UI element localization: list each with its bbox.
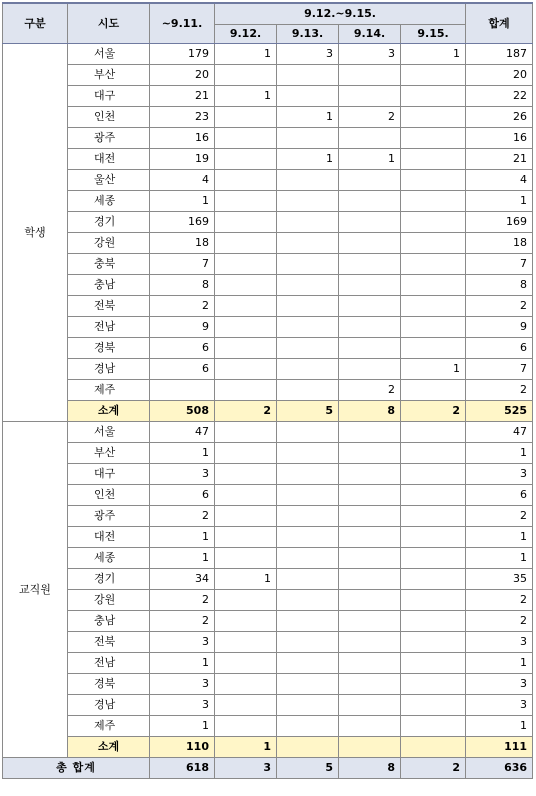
value-cell: [401, 443, 466, 464]
value-cell: 6: [466, 338, 533, 359]
value-cell: 169: [466, 212, 533, 233]
value-cell: [339, 170, 401, 191]
value-cell: [215, 527, 277, 548]
value-cell: 1: [150, 527, 215, 548]
value-cell: [215, 149, 277, 170]
value-cell: 20: [466, 65, 533, 86]
value-cell: [339, 422, 401, 443]
value-cell: [215, 674, 277, 695]
value-cell: [277, 317, 339, 338]
value-cell: [215, 128, 277, 149]
value-cell: 6: [466, 485, 533, 506]
value-cell: 20: [150, 65, 215, 86]
value-cell: [339, 296, 401, 317]
subtotal-value: [277, 737, 339, 758]
value-cell: [277, 275, 339, 296]
table-row: [3, 611, 533, 632]
value-cell: [277, 716, 339, 737]
value-cell: [150, 380, 215, 401]
table-row: [3, 149, 533, 170]
value-cell: 3: [150, 695, 215, 716]
value-cell: [277, 233, 339, 254]
region-cell: 전북: [68, 296, 150, 317]
value-cell: 1: [215, 569, 277, 590]
value-cell: [215, 716, 277, 737]
value-cell: [401, 317, 466, 338]
header-date: 9.15.: [401, 25, 466, 44]
value-cell: 3: [466, 695, 533, 716]
table-row: [3, 191, 533, 212]
value-cell: [401, 569, 466, 590]
region-cell: 울산: [68, 170, 150, 191]
value-cell: [339, 590, 401, 611]
subtotal-value: 8: [339, 401, 401, 422]
value-cell: [401, 548, 466, 569]
region-cell: 충남: [68, 275, 150, 296]
value-cell: 4: [466, 170, 533, 191]
region-cell: 전남: [68, 317, 150, 338]
value-cell: [277, 296, 339, 317]
value-cell: 1: [466, 191, 533, 212]
value-cell: [215, 422, 277, 443]
region-cell: 경북: [68, 338, 150, 359]
value-cell: [277, 254, 339, 275]
table-row: [3, 275, 533, 296]
value-cell: [215, 590, 277, 611]
region-cell: 경기: [68, 569, 150, 590]
value-cell: 22: [466, 86, 533, 107]
subtotal-value: 508: [150, 401, 215, 422]
value-cell: 3: [277, 44, 339, 65]
region-cell: 강원: [68, 233, 150, 254]
value-cell: [401, 485, 466, 506]
subtotal-row: [3, 401, 533, 422]
value-cell: [215, 275, 277, 296]
value-cell: 1: [277, 107, 339, 128]
value-cell: [401, 590, 466, 611]
table-row: [3, 212, 533, 233]
category-cell: 학생: [3, 44, 68, 422]
value-cell: 2: [466, 590, 533, 611]
value-cell: [277, 695, 339, 716]
value-cell: 9: [150, 317, 215, 338]
table-row: [3, 548, 533, 569]
value-cell: 187: [466, 44, 533, 65]
value-cell: 1: [401, 359, 466, 380]
table-row: [3, 716, 533, 737]
region-cell: 광주: [68, 128, 150, 149]
value-cell: [215, 485, 277, 506]
value-cell: 18: [150, 233, 215, 254]
value-cell: [339, 128, 401, 149]
value-cell: [215, 191, 277, 212]
subtotal-value: 111: [466, 737, 533, 758]
value-cell: [277, 569, 339, 590]
value-cell: 1: [466, 716, 533, 737]
value-cell: 1: [466, 548, 533, 569]
value-cell: [277, 674, 339, 695]
value-cell: [215, 212, 277, 233]
value-cell: [401, 296, 466, 317]
value-cell: [277, 380, 339, 401]
region-cell: 세종: [68, 191, 150, 212]
region-cell: 대구: [68, 464, 150, 485]
header-total: 합계: [466, 3, 533, 44]
value-cell: [401, 506, 466, 527]
value-cell: 8: [150, 275, 215, 296]
subtotal-value: 2: [215, 401, 277, 422]
table-row: [3, 65, 533, 86]
grand-total-value: 5: [277, 758, 339, 779]
header-region: 시도: [68, 3, 150, 44]
value-cell: 47: [466, 422, 533, 443]
region-cell: 대구: [68, 86, 150, 107]
value-cell: 7: [466, 359, 533, 380]
value-cell: [339, 212, 401, 233]
category-cell: 교직원: [3, 422, 68, 758]
value-cell: [277, 632, 339, 653]
value-cell: [339, 527, 401, 548]
header-date: 9.12.: [215, 25, 277, 44]
value-cell: [215, 296, 277, 317]
region-cell: 대전: [68, 527, 150, 548]
subtotal-value: 110: [150, 737, 215, 758]
value-cell: [401, 674, 466, 695]
value-cell: [401, 275, 466, 296]
value-cell: [215, 65, 277, 86]
value-cell: [215, 506, 277, 527]
value-cell: [339, 233, 401, 254]
value-cell: [277, 485, 339, 506]
value-cell: [215, 695, 277, 716]
header-date: 9.14.: [339, 25, 401, 44]
value-cell: [215, 254, 277, 275]
region-cell: 경남: [68, 359, 150, 380]
value-cell: 1: [401, 44, 466, 65]
value-cell: [339, 695, 401, 716]
value-cell: [277, 464, 339, 485]
value-cell: 169: [150, 212, 215, 233]
value-cell: [339, 506, 401, 527]
header-before: ~9.11.: [150, 3, 215, 44]
grand-total-value: 2: [401, 758, 466, 779]
region-cell: 제주: [68, 716, 150, 737]
value-cell: 2: [466, 506, 533, 527]
subtotal-value: [339, 737, 401, 758]
value-cell: [339, 485, 401, 506]
value-cell: 2: [150, 296, 215, 317]
region-cell: 제주: [68, 380, 150, 401]
value-cell: 21: [150, 86, 215, 107]
table-row: [3, 44, 533, 65]
value-cell: 6: [150, 485, 215, 506]
value-cell: 8: [466, 275, 533, 296]
value-cell: [339, 317, 401, 338]
subtotal-value: [401, 737, 466, 758]
region-cell: 세종: [68, 548, 150, 569]
value-cell: 1: [150, 443, 215, 464]
value-cell: 1: [150, 191, 215, 212]
value-cell: [401, 653, 466, 674]
value-cell: 19: [150, 149, 215, 170]
value-cell: [339, 611, 401, 632]
table-row: [3, 422, 533, 443]
value-cell: [339, 716, 401, 737]
value-cell: [339, 254, 401, 275]
table-row: [3, 527, 533, 548]
value-cell: [401, 191, 466, 212]
value-cell: [215, 359, 277, 380]
value-cell: 2: [466, 380, 533, 401]
table-body: [3, 44, 533, 779]
table-row: [3, 695, 533, 716]
table-row: [3, 233, 533, 254]
table-row: [3, 128, 533, 149]
header-category: 구분: [3, 3, 68, 44]
value-cell: 2: [150, 611, 215, 632]
region-cell: 인천: [68, 107, 150, 128]
value-cell: 6: [150, 338, 215, 359]
value-cell: [401, 338, 466, 359]
value-cell: 1: [466, 527, 533, 548]
value-cell: [215, 632, 277, 653]
value-cell: [339, 674, 401, 695]
value-cell: [339, 65, 401, 86]
table-row: [3, 464, 533, 485]
value-cell: 3: [150, 632, 215, 653]
table-row: [3, 569, 533, 590]
value-cell: [215, 233, 277, 254]
value-cell: [401, 170, 466, 191]
value-cell: 3: [150, 674, 215, 695]
region-cell: 인천: [68, 485, 150, 506]
table-row: [3, 107, 533, 128]
subtotal-value: 5: [277, 401, 339, 422]
value-cell: 1: [277, 149, 339, 170]
subtotal-label: 소계: [68, 401, 150, 422]
value-cell: [339, 359, 401, 380]
value-cell: 4: [150, 170, 215, 191]
value-cell: [277, 611, 339, 632]
value-cell: [401, 65, 466, 86]
region-cell: 강원: [68, 590, 150, 611]
grand-total-value: 3: [215, 758, 277, 779]
value-cell: 1: [215, 86, 277, 107]
value-cell: 2: [150, 506, 215, 527]
region-cell: 부산: [68, 65, 150, 86]
table-row: [3, 506, 533, 527]
subtotal-value: 2: [401, 401, 466, 422]
header-date: 9.13.: [277, 25, 339, 44]
value-cell: 47: [150, 422, 215, 443]
grand-total-value: 636: [466, 758, 533, 779]
grand-total-value: 8: [339, 758, 401, 779]
value-cell: [215, 338, 277, 359]
value-cell: [215, 317, 277, 338]
value-cell: [401, 107, 466, 128]
region-cell: 전북: [68, 632, 150, 653]
region-cell: 충남: [68, 611, 150, 632]
value-cell: [277, 422, 339, 443]
value-cell: 7: [150, 254, 215, 275]
value-cell: [215, 653, 277, 674]
value-cell: 3: [466, 464, 533, 485]
region-cell: 서울: [68, 44, 150, 65]
value-cell: [277, 590, 339, 611]
value-cell: 179: [150, 44, 215, 65]
value-cell: [401, 149, 466, 170]
grand-total-label: 총 합계: [3, 758, 150, 779]
region-cell: 경기: [68, 212, 150, 233]
value-cell: 26: [466, 107, 533, 128]
value-cell: [401, 527, 466, 548]
grand-total-value: 618: [150, 758, 215, 779]
table-row: [3, 443, 533, 464]
table-row: [3, 359, 533, 380]
value-cell: 1: [466, 653, 533, 674]
value-cell: [401, 716, 466, 737]
value-cell: 3: [466, 674, 533, 695]
value-cell: 3: [150, 464, 215, 485]
confirmed-cases-table: [2, 2, 533, 779]
value-cell: 7: [466, 254, 533, 275]
subtotal-value: 525: [466, 401, 533, 422]
region-cell: 전남: [68, 653, 150, 674]
subtotal-row: [3, 737, 533, 758]
value-cell: [277, 506, 339, 527]
value-cell: [401, 212, 466, 233]
value-cell: [339, 443, 401, 464]
table-row: [3, 296, 533, 317]
value-cell: 23: [150, 107, 215, 128]
value-cell: 9: [466, 317, 533, 338]
region-cell: 충북: [68, 254, 150, 275]
value-cell: [215, 170, 277, 191]
value-cell: 1: [150, 716, 215, 737]
table-row: [3, 338, 533, 359]
region-cell: 서울: [68, 422, 150, 443]
value-cell: [339, 86, 401, 107]
value-cell: [277, 212, 339, 233]
value-cell: [339, 275, 401, 296]
value-cell: [401, 611, 466, 632]
region-cell: 대전: [68, 149, 150, 170]
value-cell: 2: [339, 380, 401, 401]
value-cell: [215, 464, 277, 485]
value-cell: [215, 443, 277, 464]
value-cell: [277, 527, 339, 548]
table-row: [3, 590, 533, 611]
value-cell: 34: [150, 569, 215, 590]
table-row: [3, 254, 533, 275]
value-cell: [277, 65, 339, 86]
value-cell: [277, 548, 339, 569]
value-cell: [277, 191, 339, 212]
grand-total-row: [3, 758, 533, 779]
region-cell: 경북: [68, 674, 150, 695]
value-cell: 1: [150, 653, 215, 674]
region-cell: 광주: [68, 506, 150, 527]
value-cell: 1: [339, 149, 401, 170]
table-row: [3, 86, 533, 107]
value-cell: [339, 569, 401, 590]
value-cell: [277, 86, 339, 107]
value-cell: [401, 632, 466, 653]
value-cell: [215, 107, 277, 128]
value-cell: 2: [339, 107, 401, 128]
value-cell: [401, 86, 466, 107]
value-cell: [339, 338, 401, 359]
value-cell: [215, 611, 277, 632]
table-row: [3, 632, 533, 653]
value-cell: [401, 128, 466, 149]
value-cell: [215, 548, 277, 569]
value-cell: [277, 128, 339, 149]
value-cell: [339, 632, 401, 653]
value-cell: [339, 464, 401, 485]
value-cell: 1: [466, 443, 533, 464]
value-cell: [401, 254, 466, 275]
value-cell: 1: [150, 548, 215, 569]
value-cell: 16: [466, 128, 533, 149]
value-cell: [277, 443, 339, 464]
header-period: 9.12.~9.15.: [215, 3, 466, 25]
subtotal-value: 1: [215, 737, 277, 758]
value-cell: [401, 422, 466, 443]
value-cell: [401, 464, 466, 485]
table-row: [3, 653, 533, 674]
table-row: [3, 317, 533, 338]
value-cell: [401, 233, 466, 254]
value-cell: [277, 653, 339, 674]
value-cell: 3: [466, 632, 533, 653]
value-cell: 18: [466, 233, 533, 254]
region-cell: 부산: [68, 443, 150, 464]
value-cell: [277, 338, 339, 359]
table-row: [3, 485, 533, 506]
value-cell: 35: [466, 569, 533, 590]
value-cell: 16: [150, 128, 215, 149]
value-cell: [277, 170, 339, 191]
value-cell: 2: [150, 590, 215, 611]
value-cell: [339, 191, 401, 212]
value-cell: 6: [150, 359, 215, 380]
value-cell: [339, 548, 401, 569]
value-cell: 1: [215, 44, 277, 65]
value-cell: 3: [339, 44, 401, 65]
table-row: [3, 170, 533, 191]
value-cell: [401, 695, 466, 716]
value-cell: [215, 380, 277, 401]
region-cell: 경남: [68, 695, 150, 716]
table-row: [3, 674, 533, 695]
value-cell: 2: [466, 611, 533, 632]
value-cell: 2: [466, 296, 533, 317]
value-cell: 21: [466, 149, 533, 170]
subtotal-label: 소계: [68, 737, 150, 758]
value-cell: [339, 653, 401, 674]
value-cell: [401, 380, 466, 401]
table-row: [3, 380, 533, 401]
value-cell: [277, 359, 339, 380]
